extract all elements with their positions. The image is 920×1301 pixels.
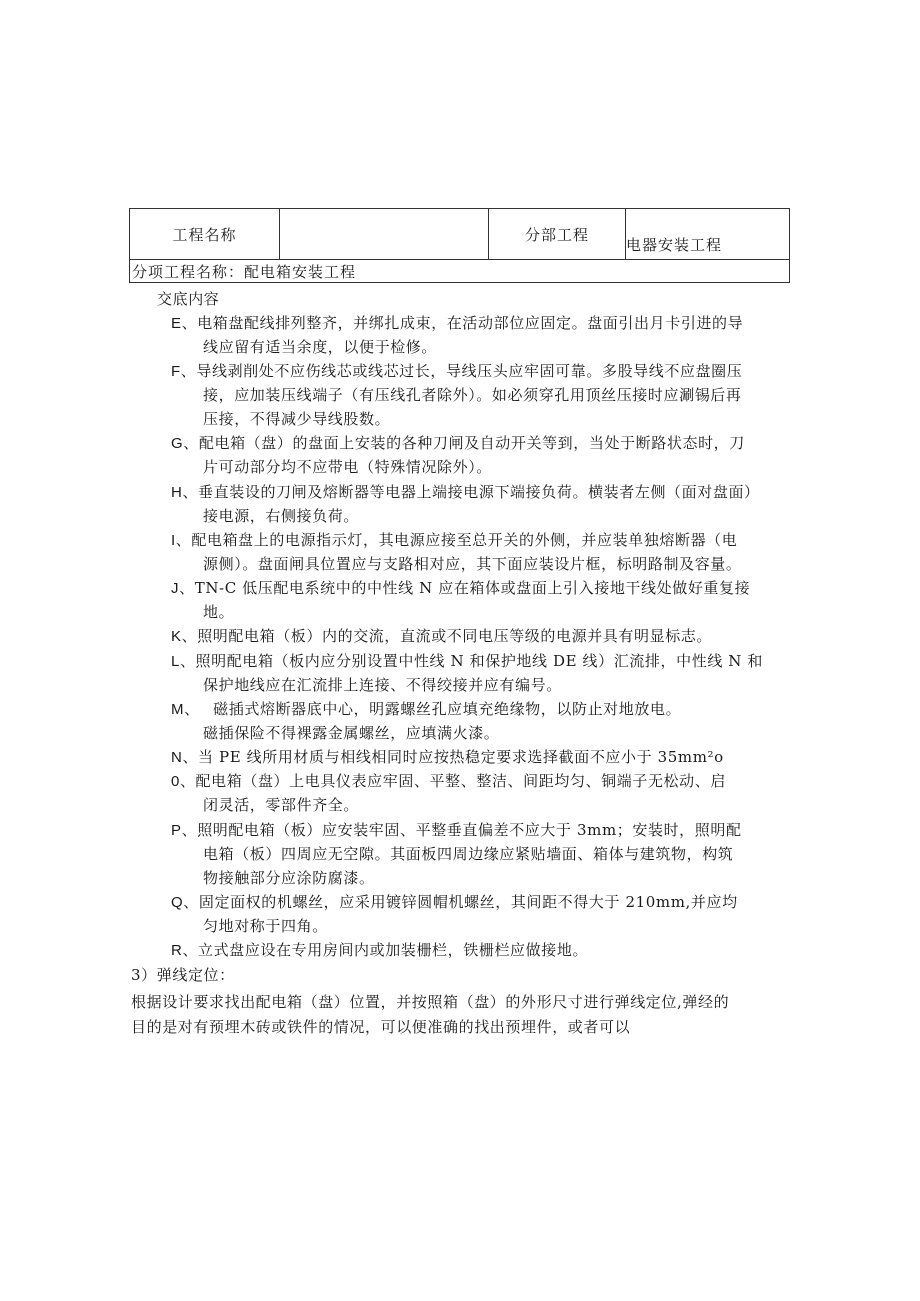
item-line: 、当 PE 线所用材质与相线相同时应按热稳定要求选择截面不应小于 35mm²o [182,748,724,766]
item-line: 、TN-C 低压配电系统中的中性线 N 应在箱体或盘面上引入接地干线处做好重复接 [179,579,751,597]
item-line: 接，应加装压线端子（有压线孔者除外）。如必须穿孔用顶丝压接时应涮锡后再 [203,386,742,404]
item-mark: Q [171,894,184,911]
header-table [129,208,790,283]
list-item [171,770,726,791]
division-value: 电器安装工程 [626,209,790,260]
item-line: 、立式盘应设在专用房间内或加装栅栏，铁栅栏应做接地。 [182,941,589,959]
item-line: 、照明配电箱（板）应安装牢固、平整垂直偏差不应大于 3mm；安装时，照明配 [181,821,742,839]
item-line: 、照明配电箱（板内应分别设置中性线 N 和保护地线 DE 线）汇流排，中性线 N 和 [179,652,763,670]
item-mark: M [171,701,185,718]
item-mark: G [171,435,184,452]
project-name-value [280,209,489,260]
item-line: 、配电箱（盘）上电具仪表应牢固、平整、整洁、间距均匀、铜端子无松动、启 [179,772,726,790]
item-line: 、配电箱盘上的电源指示灯，其电源应接至总开关的外侧，并应装单独熔断器（电 [175,531,738,549]
section-title: 交底内容 [157,290,220,308]
item-line: 、照明配电箱（板）内的交流，直流或不同电压等级的电源并具有明显标志。 [181,627,713,645]
item-mark: L [171,653,180,670]
list-item [171,625,712,646]
item-mark: I [171,532,176,549]
item-mark: E [171,315,182,332]
list-item [171,529,737,550]
item-mark: F [171,363,181,380]
list-item [171,939,588,960]
subheading: 3）弹线定位： [131,966,235,984]
item-line: 、垂直装设的刀闸及熔断器等电器上端接电源下端接负荷。横装者左侧（面对盘面） [182,483,760,501]
list-item [171,650,763,671]
item-line: 接电源，右侧接负荷。 [203,507,360,525]
item-line: 、配电箱（盘）的盘面上安装的各种刀闸及自动开关等到，当处于断路状态时，刀 [183,434,745,452]
list-item [171,312,743,333]
item-line: 片可动部分均不应带电（特殊情况除外）。 [203,458,492,476]
division-label: 分部工程 [489,209,626,260]
item-mark: H [171,484,183,501]
list-item [171,577,750,598]
item-line: 、导线剥削处不应伤线芯或线芯过长，导线压头应牢固可靠。多股导线不应盘圈压 [180,362,743,380]
item-line: 、 磁插式熔断器底中心，明露螺丝孔应填充绝缘物，以防止对地放电。 [184,700,682,718]
item-line: 物接触部分应涂防腐漆。 [203,869,375,887]
subitem-name: 分项工程名称：配电箱安装工程 [130,260,790,283]
item-mark: 0 [171,773,180,790]
list-item [171,819,742,840]
item-line: 压接，不得减少导线股数。 [203,410,391,428]
list-item [171,481,760,502]
list-item [171,360,742,381]
paragraph-line: 根据设计要求找出配电箱（盘）位置，并按照箱（盘）的外形尺寸进行弹线定位,弹经的 [131,993,730,1011]
item-line: 保护地线应在汇流排上连接、不得绞接并应有编号。 [203,676,562,694]
list-item [171,698,681,719]
item-line: 地。 [203,603,235,621]
item-line: 、电箱盘配线排列整齐，并绑扎成束，在活动部位应固定。盘面引出月卡引进的导 [181,314,744,332]
item-mark: J [171,580,180,597]
item-line: 匀地对称于四角。 [203,917,328,935]
item-line: 线应留有适当余度，以便于检修。 [203,338,438,356]
item-mark: N [171,749,183,766]
item-line: 源侧）。盘面闸具位置应与支路相对应，其下面应装设片框，标明路制及容量。 [203,555,742,573]
item-mark: K [171,628,182,645]
item-mark: R [171,942,183,959]
item-line: 闭灵活，零部件齐全。 [203,796,360,814]
paragraph-line: 目的是对有预埋木砖或铁件的情况，可以便准确的找出预埋件，或者可以 [131,1018,631,1036]
list-item [171,891,738,912]
project-name-label: 工程名称 [130,209,280,260]
list-item [171,432,745,453]
item-line: 电箱（板）四周应无空隙。其面板四周边缘应紧贴墙面、箱体与建筑物，构筑 [203,845,734,863]
list-item [171,746,724,767]
item-line: 、固定面权的机螺丝，应采用镀锌圆帽机螺丝，其间距不得大于 210mm,并应均 [183,893,738,911]
item-line: 磁插保险不得裸露金属螺丝，应填满火漆。 [203,724,500,742]
item-mark: P [171,822,182,839]
